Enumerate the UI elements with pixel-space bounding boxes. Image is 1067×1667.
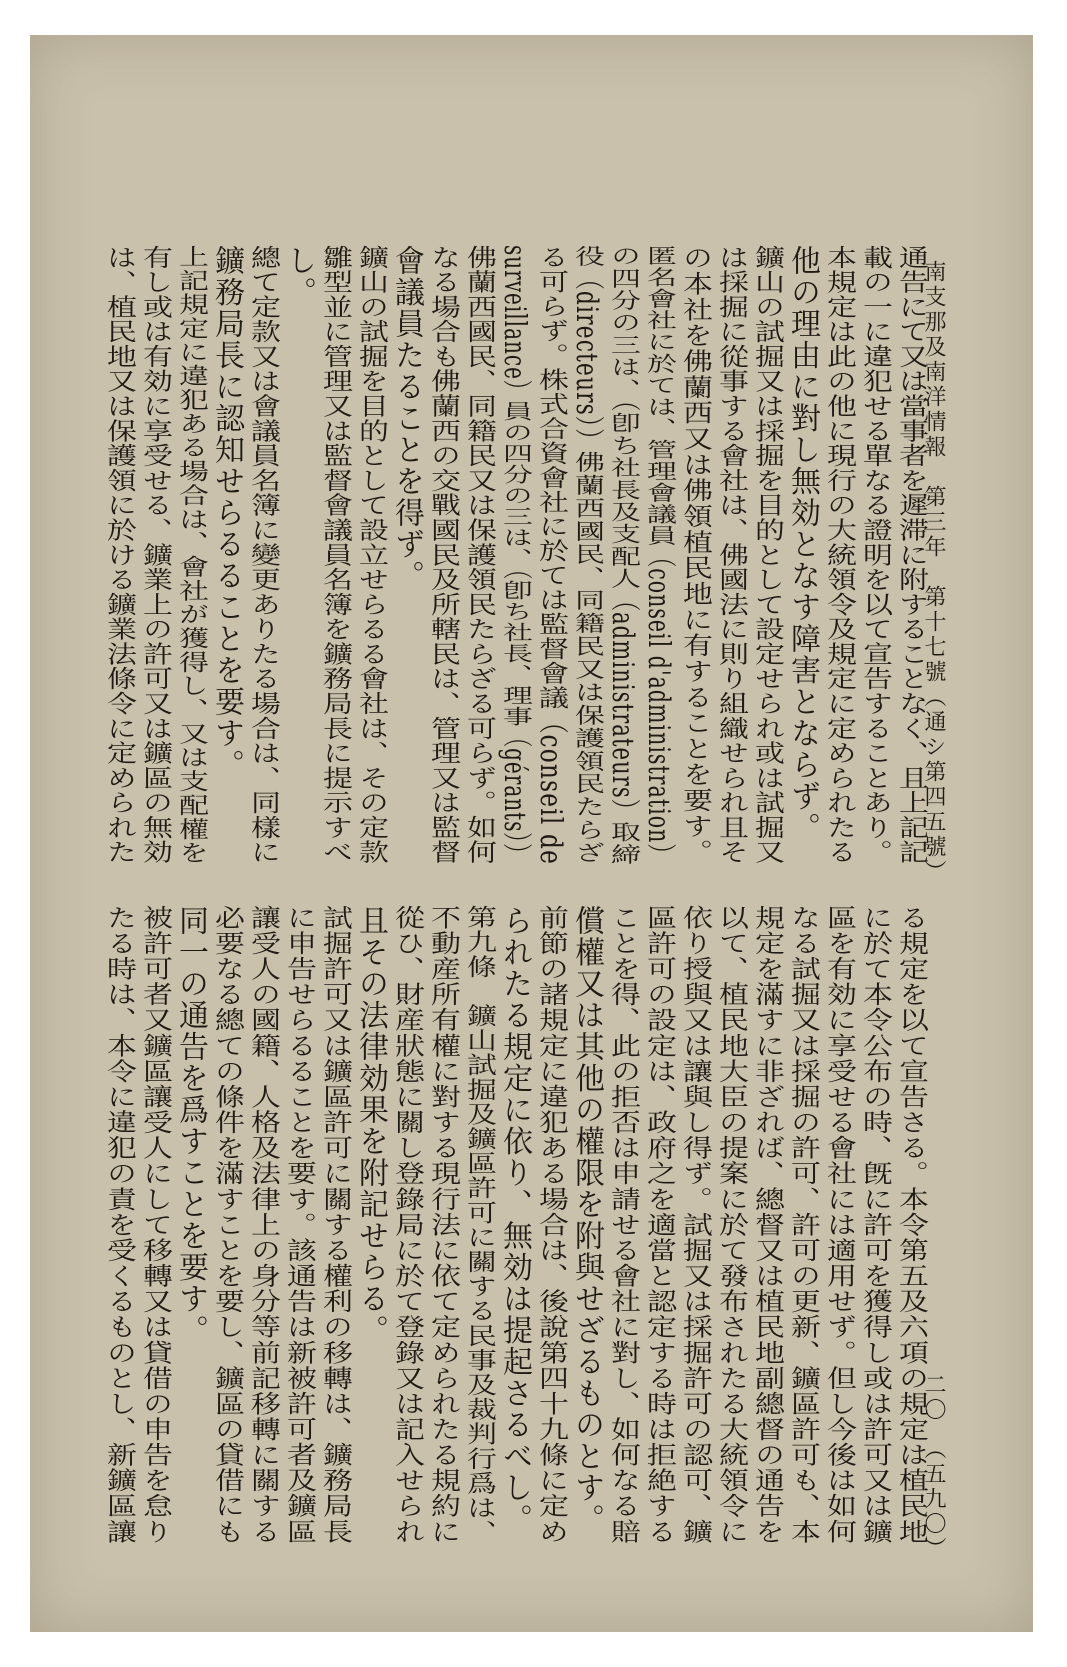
text-line: たる時は、本令に違犯の責を受くるものとし、新鑛區讓 — [101, 905, 136, 1545]
text-line: 有し或は有効に享受せる、鑛業上の許可又は鑛區の無効 — [137, 245, 172, 865]
text-line: 役（directeurs））佛蘭西國民、同籍民又は保護領民たらざ — [569, 245, 604, 865]
text-line: 會議員たることを得ず。 — [389, 245, 424, 592]
text-line: 依り授與又は讓與し得ず。試掘又は採掘許可の認可、鑛 — [677, 905, 712, 1545]
text-line: 償權又は其他の權限を附與せざるものとす。 — [569, 905, 604, 1535]
lower-text-block — [30, 905, 1033, 1545]
text-line: に於て本令公布の時、旣に許可を獲得し或は許可又は鑛 — [857, 905, 892, 1545]
scanned-page — [30, 35, 1033, 1632]
text-line: surveillance）員の四分の三は、（卽ち社長、理事（gérants）） — [497, 245, 532, 865]
text-line: なる場合も佛蘭西の交戰國民及所轄民は、管理又は監督 — [425, 245, 460, 865]
text-line: なる試掘又は採掘の許可、許可の更新、鑛區許可も、本 — [785, 905, 820, 1545]
text-line: 第九條 鑛山試掘及鑛區許可に關する民事及裁判行爲は、 — [461, 905, 496, 1545]
text-line: 載の一に違犯せる單なる證明を以て宣告することあり。 — [857, 245, 892, 865]
page-number: 二〇 （五九〇） — [921, 1373, 946, 1562]
running-header: 南支那及南洋情報 第三年 第十七號（通シ第四五號） — [921, 260, 946, 885]
text-line: 不動産所有權に對する現行法に依て定められたる規約に — [425, 905, 460, 1545]
text-line: 同一の通告を爲すことを要す。 — [173, 905, 208, 1346]
text-line: 前節の諸規定に違犯ある場合は、後說第四十九條に定め — [533, 905, 568, 1545]
text-line: は、植民地又は保護領に於ける鑛業法條令に定められた — [101, 245, 136, 865]
text-line: 他の理由に對し無効となす障害とならず。 — [785, 245, 820, 844]
upper-text-block — [30, 245, 1033, 865]
text-line: 以て、植民地大臣の提案に於て發布されたる大統領令に — [713, 905, 748, 1545]
text-line: 佛蘭西國民、同籍民又は保護領民たらざる可らず。如何 — [461, 245, 496, 865]
text-line: 必要なる總ての條件を滿すことを要し、鑛區の貸借にも — [209, 905, 244, 1545]
text-line: 鑛山の試掘又は採掘を目的として設定せられ或は試掘又 — [749, 245, 784, 865]
text-line: ことを得、此の拒否は申請せる會社に對し、如何なる賠 — [605, 905, 640, 1545]
text-line: 且その法律効果を附記せらる。 — [353, 905, 388, 1346]
text-line: る可らず。株式合資會社に於ては監督會議（conseil de — [533, 245, 568, 866]
text-line: る規定を以て宣告さる。本令第五及六項の規定は植民地 — [893, 905, 928, 1545]
text-line: 被許可者又鑛區讓受人にして移轉又は貸借の申告を怠り — [137, 905, 172, 1545]
text-line: 雛型並に管理又は監督會議員名簿を鑛務局長に提示すべ — [317, 245, 352, 865]
text-line: 上記規定に違犯ある場合は、會社が獲得し、又は支配權を — [173, 245, 208, 865]
text-line: 規定を滿すに非ざれば、總督又は植民地副總督の通告を — [749, 905, 784, 1545]
text-line: の本社を佛蘭西又は佛領植民地に有することを要す。 — [677, 245, 712, 865]
text-line: の四分の三は、（卽ち社長及支配人（administrateurs）取締 — [605, 245, 640, 866]
text-line: 區を有効に享受せる會社には適用せず。但し今後は如何 — [821, 905, 856, 1545]
text-line: し。 — [281, 245, 316, 308]
text-line: に申告せらるることを要す。該通告は新被許可者及鑛區 — [281, 905, 316, 1545]
text-line: 本規定は此の他に現行の大統領令及規定に定められたる — [821, 245, 856, 865]
text-line: 試掘許可又は鑛區許可に關する權利の移轉は、鑛務局長 — [317, 905, 352, 1545]
text-line: 鑛務局長に認知せらるることを要す。 — [209, 245, 244, 781]
text-line: は採掘に從事する會社は、佛國法に則り組織せられ且そ — [713, 245, 748, 865]
text-line: 讓受人の國籍、人格及法律上の身分等前記移轉に關する — [245, 905, 280, 1545]
text-line: 總て定款又は會議員名簿に變更ありたる場合は、同樣に — [245, 245, 280, 865]
text-line: 從ひ、財産狀態に關し登錄局に於て登錄又は記入せられ — [389, 905, 424, 1545]
text-line: 區許可の設定は、政府之を適當と認定する時は拒絶する — [641, 905, 676, 1545]
text-line: られたる規定に依り、無効は提起さるべし。 — [497, 905, 532, 1535]
text-line: 鑛山の試掘を目的として設立せらるる會社は、その定款 — [353, 245, 388, 865]
text-line: 匿名會社に於ては、管理會議員（conseil d'administration） — [641, 245, 676, 865]
text-line: 通告にて又は當事者を遲滞に附することなく、且上記記 — [893, 245, 928, 865]
